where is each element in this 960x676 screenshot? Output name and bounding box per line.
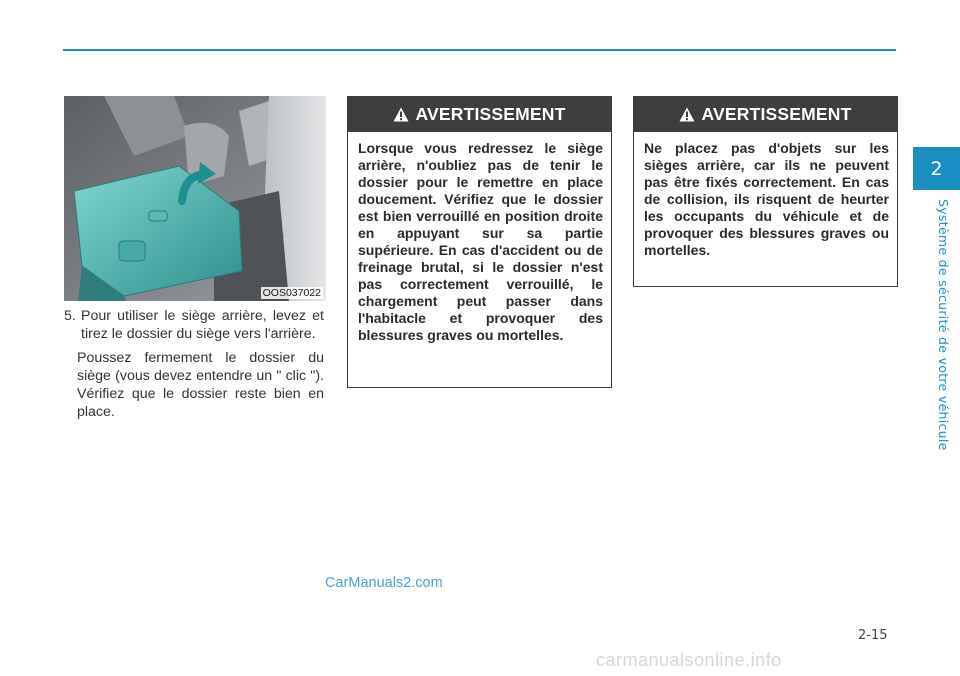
header-rule: [63, 49, 896, 51]
warning-text: Ne placez pas d'objets sur les sièges arrière, car ils ne peuvent pas être fixés correctement. En cas de collision, ils risquent de heurter les occupants du véhicule et de provoquer des blessures graves ou mortelles.: [644, 140, 889, 258]
footer-watermark: carmanualsonline.info: [596, 650, 782, 670]
rear-seat-photo: [64, 96, 326, 301]
figure-code: OOS037022: [262, 287, 321, 299]
instructions: [64, 307, 324, 421]
step-text: Pour utiliser le siège arrière, levez et tirez le dossier du siège vers l'arrière.: [81, 308, 324, 342]
warning-header: [348, 97, 611, 132]
watermark-link[interactable]: CarManuals2.com: [325, 575, 443, 591]
warning-triangle-icon: [679, 107, 695, 122]
warning-box-1: [347, 96, 612, 388]
warning-header: [634, 97, 897, 132]
warning-box-2: [633, 96, 898, 287]
rear-seat-figure: [64, 96, 326, 301]
step-number: 5.: [64, 308, 76, 324]
page-number: 2-15: [858, 628, 888, 643]
warning-triangle-icon: [393, 107, 409, 122]
instruction-paragraph: Poussez fermement le dossier du siège (vous devez entendre un " clic "). Vérifiez que le dossier reste bien en place.: [77, 350, 324, 420]
chapter-number-tab[interactable]: [913, 147, 960, 190]
step-item: [64, 307, 324, 343]
chapter-title: Système de sécurité de votre véhicule: [936, 199, 951, 451]
warning-text: Lorsque vous redressez le siège arrière, n'oubliez pas de tenir le dossier pour le remettre en place doucement. Vérifiez que le dossier est bien verrouillé en position droite en appuyant sur sa partie supérieure. En cas d'accident ou de freinage brutal, si le dossier n'est pas correctement verrouillé, le chargement peut passer dans l'habitacle et provoquer des blessures graves ou mortelles.: [358, 140, 603, 343]
warning-title: AVERTISSEMENT: [415, 104, 566, 124]
chapter-number: 2: [930, 157, 943, 180]
warning-title: AVERTISSEMENT: [701, 104, 852, 124]
